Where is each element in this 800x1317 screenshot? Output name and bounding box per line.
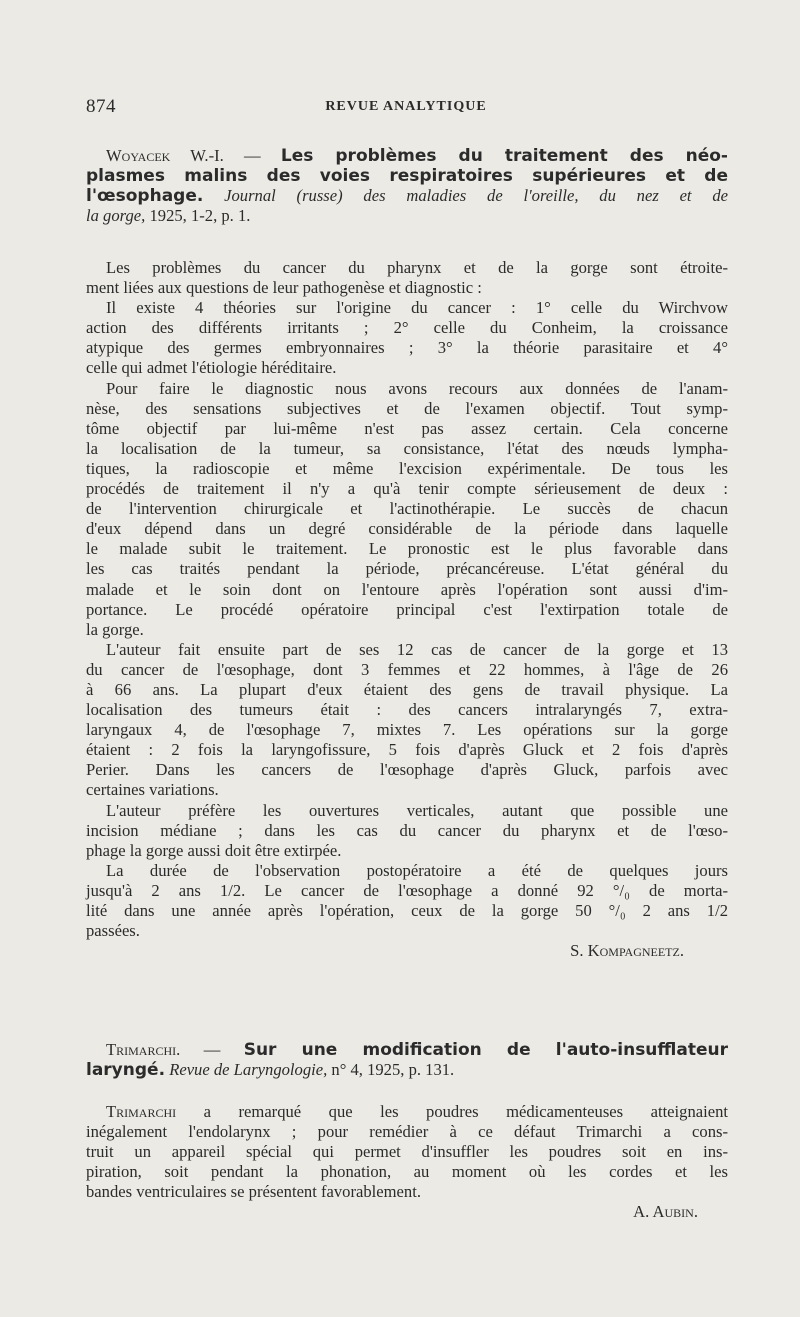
article2-heading (86, 1040, 728, 1080)
article2-author: Trimarchi. (106, 1040, 181, 1059)
article1-heading (86, 146, 728, 226)
article1-source-l4-italic: la gorge, (86, 206, 146, 226)
paragraph-line: la gorge. (86, 619, 144, 639)
paragraph-line: le malade subit le traitement. Le pronostic est le plus favorable dans (86, 539, 728, 559)
article1-source-l4-rest: 1925, 1-2, p. 1. (149, 206, 251, 226)
article1-author-initials: W.-I. (190, 146, 224, 165)
paragraph-line: phage la gorge aussi doit être extirpée. (86, 840, 342, 860)
paragraph-line: La durée de l'observation postopératoire a été de quelques jours (106, 860, 728, 880)
article1-signature: S. Kompagneetz. (570, 941, 684, 961)
article2-body-author: Trimarchi (106, 1102, 177, 1121)
article2-body-l1: a remarqué que les poudres médicamenteuses atteignaient (203, 1102, 728, 1121)
paragraph-line: la localisation de la tumeur, sa consistance, l'état des nœuds lympha- (86, 438, 728, 458)
paragraph-line: Perier. Dans les cancers de l'œsophage d'après Gluck, parfois avec (86, 760, 728, 780)
paragraph-line: atypique des germes embryonnaires ; 3° la théorie parasitaire et 4° (86, 338, 728, 358)
paragraph-line: Il existe 4 théories sur l'origine du cancer : 1° celle du Wirchvow (106, 298, 728, 318)
paragraph-line: Pour faire le diagnostic nous avons recours aux données de l'anam- (106, 378, 728, 398)
paragraph-line: tiques, la radioscopie et même l'excision expérimentale. De tous les (86, 458, 728, 478)
page-header (86, 96, 726, 122)
article2-source-rest: n° 4, 1925, p. 131. (331, 1060, 455, 1080)
paragraph-line: de l'intervention chirurgicale et l'actinothérapie. Le succès de chacun (86, 499, 728, 519)
paragraph-line: tôme objectif par lui-même n'est pas assez certain. Cela concerne (86, 418, 728, 438)
paragraph-line: étaient : 2 fois la laryngofissure, 5 fois d'après Gluck et 2 fois d'après (86, 740, 728, 760)
running-title: REVUE ANALYTIQUE (325, 99, 487, 114)
article1-title-l3: l'œsophage. (86, 186, 204, 207)
article1-source-l3: Journal (russe) des maladies de l'oreille, du nez et de (224, 186, 728, 206)
page-number: 874 (86, 96, 116, 117)
paragraph-line: localisation des tumeurs était : des cancers intralaryngés 7, extra- (86, 700, 728, 720)
article1-dash: — (244, 146, 261, 165)
paragraph-line: nèse, des sensations subjectives et de l'examen objectif. Tout symp- (86, 398, 728, 418)
article1-body (86, 258, 728, 961)
article1-title-l1: Les problèmes du traitement des néo- (280, 146, 728, 166)
article2-dash: — (203, 1040, 221, 1059)
paragraph-line: incision médiane ; dans les cas du cancer du pharynx et de l'œso- (86, 820, 728, 840)
paragraph-line: inégalement l'endolarynx ; pour remédier à ce défaut Trimarchi a cons- (86, 1122, 728, 1142)
paragraph-line: jusqu'à 2 ans 1/2. Le cancer de l'œsophage a donné 92 °/₀ de morta- (86, 880, 728, 900)
paragraph-line: les cas traités pendant la période, précancéreuse. L'état général du (86, 559, 728, 579)
article2-body (86, 1102, 728, 1223)
paragraph-line: piration, soit pendant la phonation, au moment où les cordes et les (86, 1162, 728, 1182)
paragraph-line: truit un appareil spécial qui permet d'insuffler les poudres soit en ins- (86, 1142, 728, 1162)
article1-title-l2: plasmes malins des voies respiratoires supérieures et de (86, 166, 728, 187)
article1-author: Woyacek (106, 146, 171, 165)
paragraph-line: du cancer de l'œsophage, dont 3 femmes et 22 hommes, à l'âge de 26 (86, 659, 728, 679)
paragraph-line: d'eux dépend dans un degré considérable de la période dans laquelle (86, 519, 728, 539)
paragraph-line: lité dans une année après l'opération, ceux de la gorge 50 °/₀ 2 ans 1/2 (86, 901, 728, 920)
article2-title-l1: Sur une modification de l'auto-insufflateur (243, 1040, 729, 1060)
paragraph-line: action des différents irritants ; 2° celle du Conheim, la croissance (86, 318, 728, 338)
paragraph-line: Les problèmes du cancer du pharynx et de la gorge sont étroite- (106, 258, 728, 277)
paragraph-line: malade et le soin dont on l'entoure après l'opération sont aussi d'im- (86, 579, 728, 599)
article2-source-italic: Revue de Laryngologie, (169, 1060, 328, 1080)
paragraph-line: procédés de traitement il n'y a qu'à tenir compte sérieusement de deux : (86, 479, 728, 499)
paragraph-line: certaines variations. (86, 780, 219, 800)
paragraph-line: bandes ventriculaires se présentent favorablement. (86, 1182, 421, 1202)
paragraph-line: passées. (86, 921, 140, 941)
paragraph-line: à 66 ans. La plupart d'eux étaient des gens de travail physique. La (86, 679, 728, 699)
paragraph-line: celle qui admet l'étiologie héréditaire. (86, 358, 337, 378)
article2-signature: A. Aubin. (633, 1202, 698, 1222)
paragraph-line: portance. Le procédé opératoire principal c'est l'extirpation totale de (86, 599, 728, 619)
paragraph-line: L'auteur fait ensuite part de ses 12 cas de cancer de la gorge et 13 (106, 639, 728, 659)
article1-title-line (86, 146, 728, 166)
article2-title-l2: laryngé. (86, 1060, 166, 1081)
paragraph-line: ment liées aux questions de leur pathogenèse et diagnostic : (86, 278, 482, 298)
paragraph-line: laryngaux 4, de l'œsophage 7, mixtes 7. Les opérations sur la gorge (86, 720, 728, 740)
paragraph-line: L'auteur préfère les ouvertures verticales, autant que possible une (106, 800, 728, 820)
